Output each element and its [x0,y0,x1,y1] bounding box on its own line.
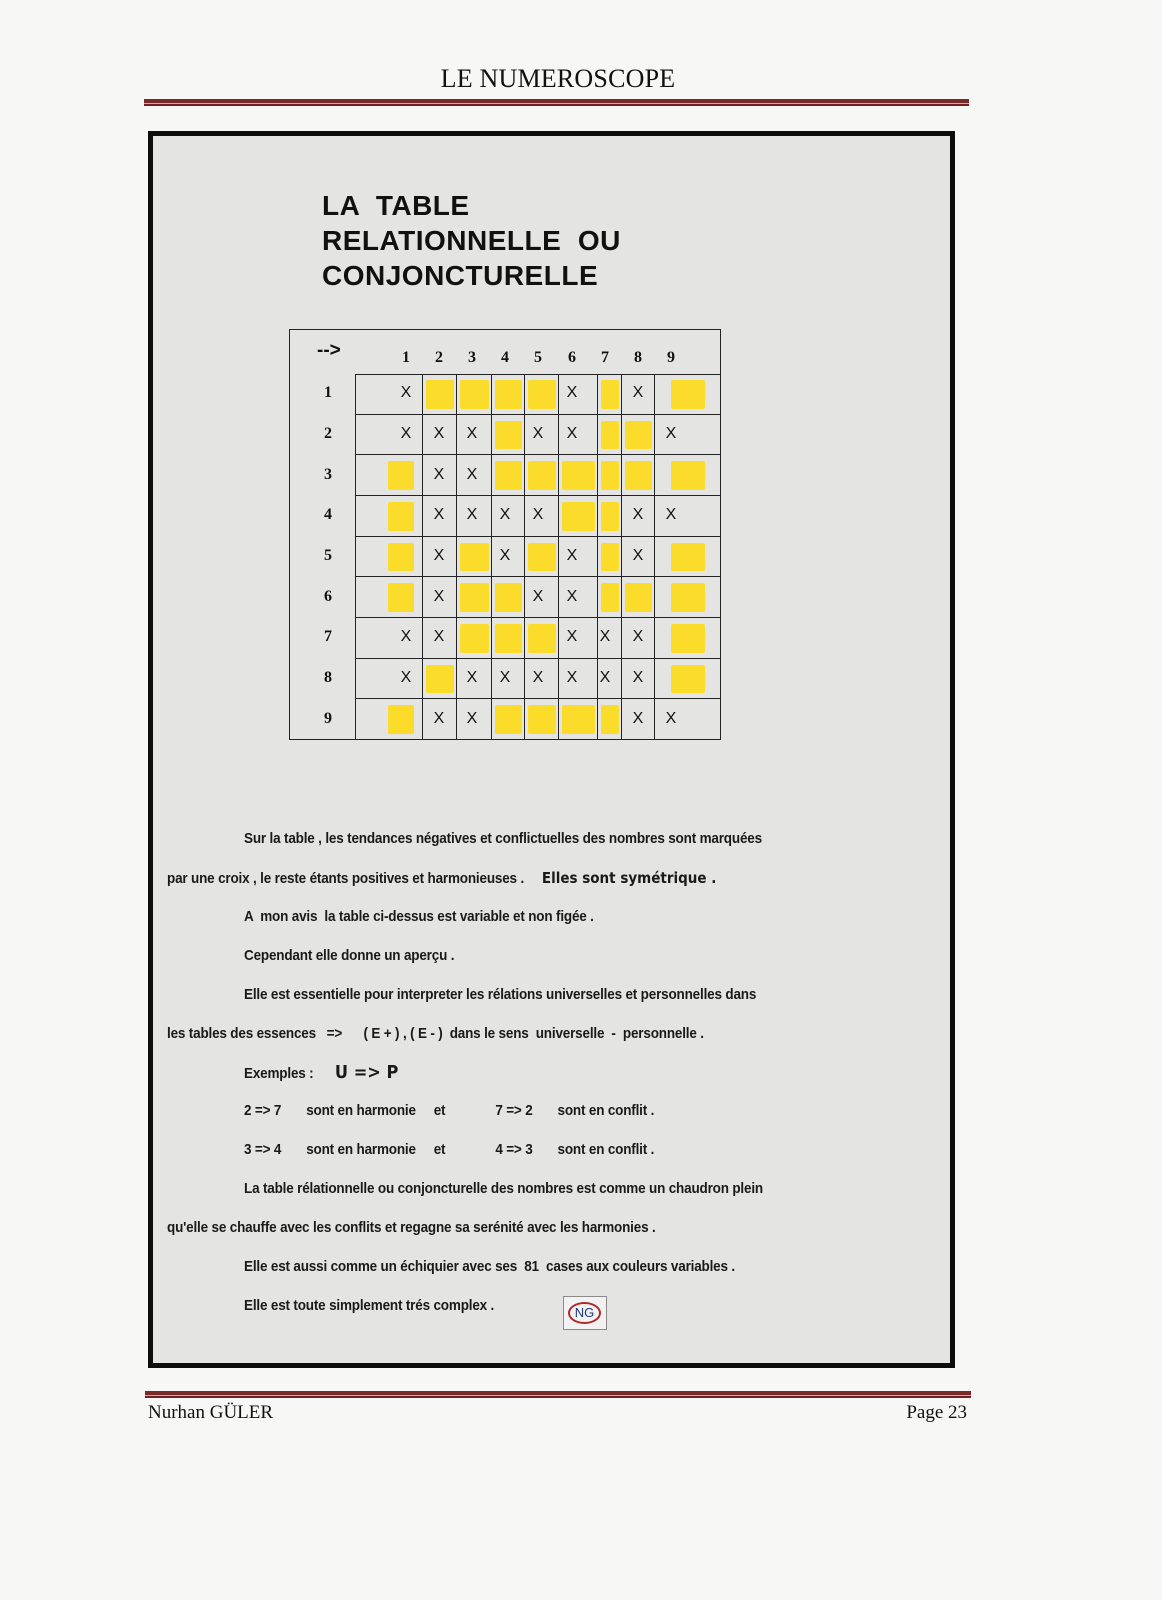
conflict-cross-icon: X [400,425,412,442]
harmony-yellow-marker [460,543,489,572]
row-header: 3 [324,465,332,483]
harmony-yellow-marker [426,380,454,409]
paragraph-7: Elle est toute simplement trés complex . [244,1297,495,1314]
column-header: 1 [402,349,410,366]
column-header: 2 [435,349,443,366]
conflict-cross-icon: X [466,506,478,524]
paragraph-1-line-2 [167,869,716,887]
conflict-cross-icon: X [466,709,478,727]
harmony-yellow-marker [601,543,619,572]
conflict-cross-icon: X [499,547,511,564]
harmony-yellow-marker [562,705,595,734]
symmetric-note: Elles sont symétrique . [541,869,717,887]
harmony-yellow-marker [671,665,705,694]
harmony-yellow-marker [625,583,652,612]
harmony-yellow-marker [625,421,652,450]
harmony-yellow-marker [528,380,556,409]
conflict-cross-icon: X [433,628,445,646]
example-1: 2 => 7 sont en harmonie et 7 => 2 sont en conflit . [244,1102,655,1119]
harmony-yellow-marker [388,705,414,734]
harmony-yellow-marker [528,543,556,572]
conflict-cross-icon: X [433,587,445,605]
conflict-cross-icon: X [632,547,644,564]
paragraph-5-line-1: La table rélationnelle ou conjoncturelle des nombres est comme un chaudron plein [244,1180,763,1197]
conflict-cross-icon: X [466,465,478,483]
harmony-yellow-marker [495,461,522,490]
footer-author: Nurhan GÜLER [148,1402,274,1423]
harmony-yellow-marker [601,461,619,490]
conflict-cross-icon: X [433,425,445,442]
row-header: 7 [324,628,332,646]
row-header: 6 [324,587,332,605]
title-line: CONJONCTURELLE [322,260,599,291]
harmony-yellow-marker [460,583,489,612]
harmony-yellow-marker [388,461,414,490]
paragraph-6: Elle est aussi comme un échiquier avec ses 81 cases aux couleurs variables . [244,1258,735,1275]
ng-logo [563,1296,607,1330]
conflict-cross-icon: X [433,465,445,483]
column-header: 8 [634,349,642,366]
harmony-yellow-marker [495,583,522,612]
harmony-yellow-marker [625,461,652,490]
column-header: 6 [568,349,576,366]
column-header: 7 [601,349,609,366]
paragraph-2: A mon avis la table ci-dessus est variable et non figée . [244,908,594,925]
conflict-cross-icon: X [499,506,511,524]
row-header: 9 [324,709,332,727]
harmony-yellow-marker [601,583,619,612]
row-header: 2 [324,425,332,442]
harmony-yellow-marker [426,665,454,694]
conflict-cross-icon: X [566,628,578,646]
harmony-yellow-marker [528,624,556,653]
harmony-yellow-marker [460,624,489,653]
conflict-cross-icon: X [566,384,578,402]
conflict-cross-icon: X [566,669,578,686]
harmony-yellow-marker [388,502,414,531]
column-header: 5 [534,349,542,366]
paragraph-3: Cependant elle donne un aperçu . [244,947,455,964]
conflict-cross-icon: X [433,547,445,564]
harmony-yellow-marker [388,583,414,612]
harmony-yellow-marker [562,502,595,531]
harmony-yellow-marker [388,543,414,572]
conflict-cross-icon: X [566,547,578,564]
example-2: 3 => 4 sont en harmonie et 4 => 3 sont en conflit . [244,1141,655,1158]
conflict-cross-icon: X [599,628,611,646]
harmony-yellow-marker [495,705,522,734]
harmony-yellow-marker [601,421,619,450]
column-header: 9 [667,349,675,366]
row-header: 1 [324,384,332,402]
footer-rule [145,1391,971,1398]
harmony-yellow-marker [601,705,619,734]
conflict-cross-icon: X [499,669,511,686]
harmony-yellow-marker [495,421,522,450]
row-header: 8 [324,669,332,686]
conflict-cross-icon: X [665,506,677,524]
title-line: RELATIONNELLE OU [322,225,621,256]
harmony-yellow-marker [562,461,595,490]
paragraph-1-line-1: Sur la table , les tendances négatives et conflictuelles des nombres sont marquées [244,830,762,847]
paragraph-5-line-2: qu'elle se chauffe avec les conflits et regagne sa serénité avec les harmonies . [167,1219,656,1236]
conflict-cross-icon: X [665,425,677,442]
paragraph-4-line-1: Elle est essentielle pour interpreter les rélations universelles et personnelles dans [244,986,757,1003]
conflict-cross-icon: X [532,425,544,442]
harmony-yellow-marker [671,380,705,409]
conflict-cross-icon: X [433,506,445,524]
harmony-yellow-marker [528,705,556,734]
conflict-cross-icon: X [400,669,412,686]
harmony-yellow-marker [460,380,489,409]
table-grid [355,374,721,740]
conflict-cross-icon: X [632,506,644,524]
conflict-cross-icon: X [466,425,478,442]
running-title: LE NUMEROSCOPE [440,64,676,93]
harmony-yellow-marker [601,502,619,531]
row-header: 4 [324,506,332,524]
title-line: LA TABLE [322,190,470,221]
conflict-cross-icon: X [566,587,578,605]
conflict-cross-icon: X [433,709,445,727]
header-rule [144,99,969,106]
harmony-yellow-marker [671,624,705,653]
footer-page-number: Page 23 [906,1402,967,1423]
examples-label: Exemples : [244,1065,335,1082]
examples-formula: U => P [334,1062,399,1083]
row-header: 5 [324,547,332,564]
conflict-cross-icon: X [665,709,677,727]
harmony-yellow-marker [671,543,705,572]
harmony-yellow-marker [601,380,619,409]
column-header: 3 [468,349,476,366]
page-title [322,188,621,293]
conflict-cross-icon: X [532,506,544,524]
harmony-yellow-marker [495,380,522,409]
paragraph-4-line-2: les tables des essences => ( E + ) , ( E - ) dans le sens universelle - personnelle . [167,1025,704,1042]
harmony-yellow-marker [528,461,556,490]
conflict-cross-icon: X [532,669,544,686]
examples-line [244,1062,398,1083]
conflict-cross-icon: X [632,384,644,402]
column-header: 4 [501,349,509,366]
paragraph-1-text: par une croix , le reste étants positives et harmonieuses . [167,870,542,887]
conflict-cross-icon: X [599,669,611,686]
harmony-yellow-marker [671,461,705,490]
harmony-yellow-marker [671,583,705,612]
conflict-cross-icon: X [400,628,412,646]
conflict-cross-icon: X [566,425,578,442]
corner-arrow-label: --> [317,340,341,361]
conflict-cross-icon: X [532,587,544,605]
conflict-cross-icon: X [400,384,412,402]
harmony-yellow-marker [495,624,522,653]
conflict-cross-icon: X [632,669,644,686]
conflict-cross-icon: X [632,709,644,727]
conflict-cross-icon: X [466,669,478,686]
ng-logo-icon: NG [568,1302,601,1324]
conflict-cross-icon: X [632,628,644,646]
